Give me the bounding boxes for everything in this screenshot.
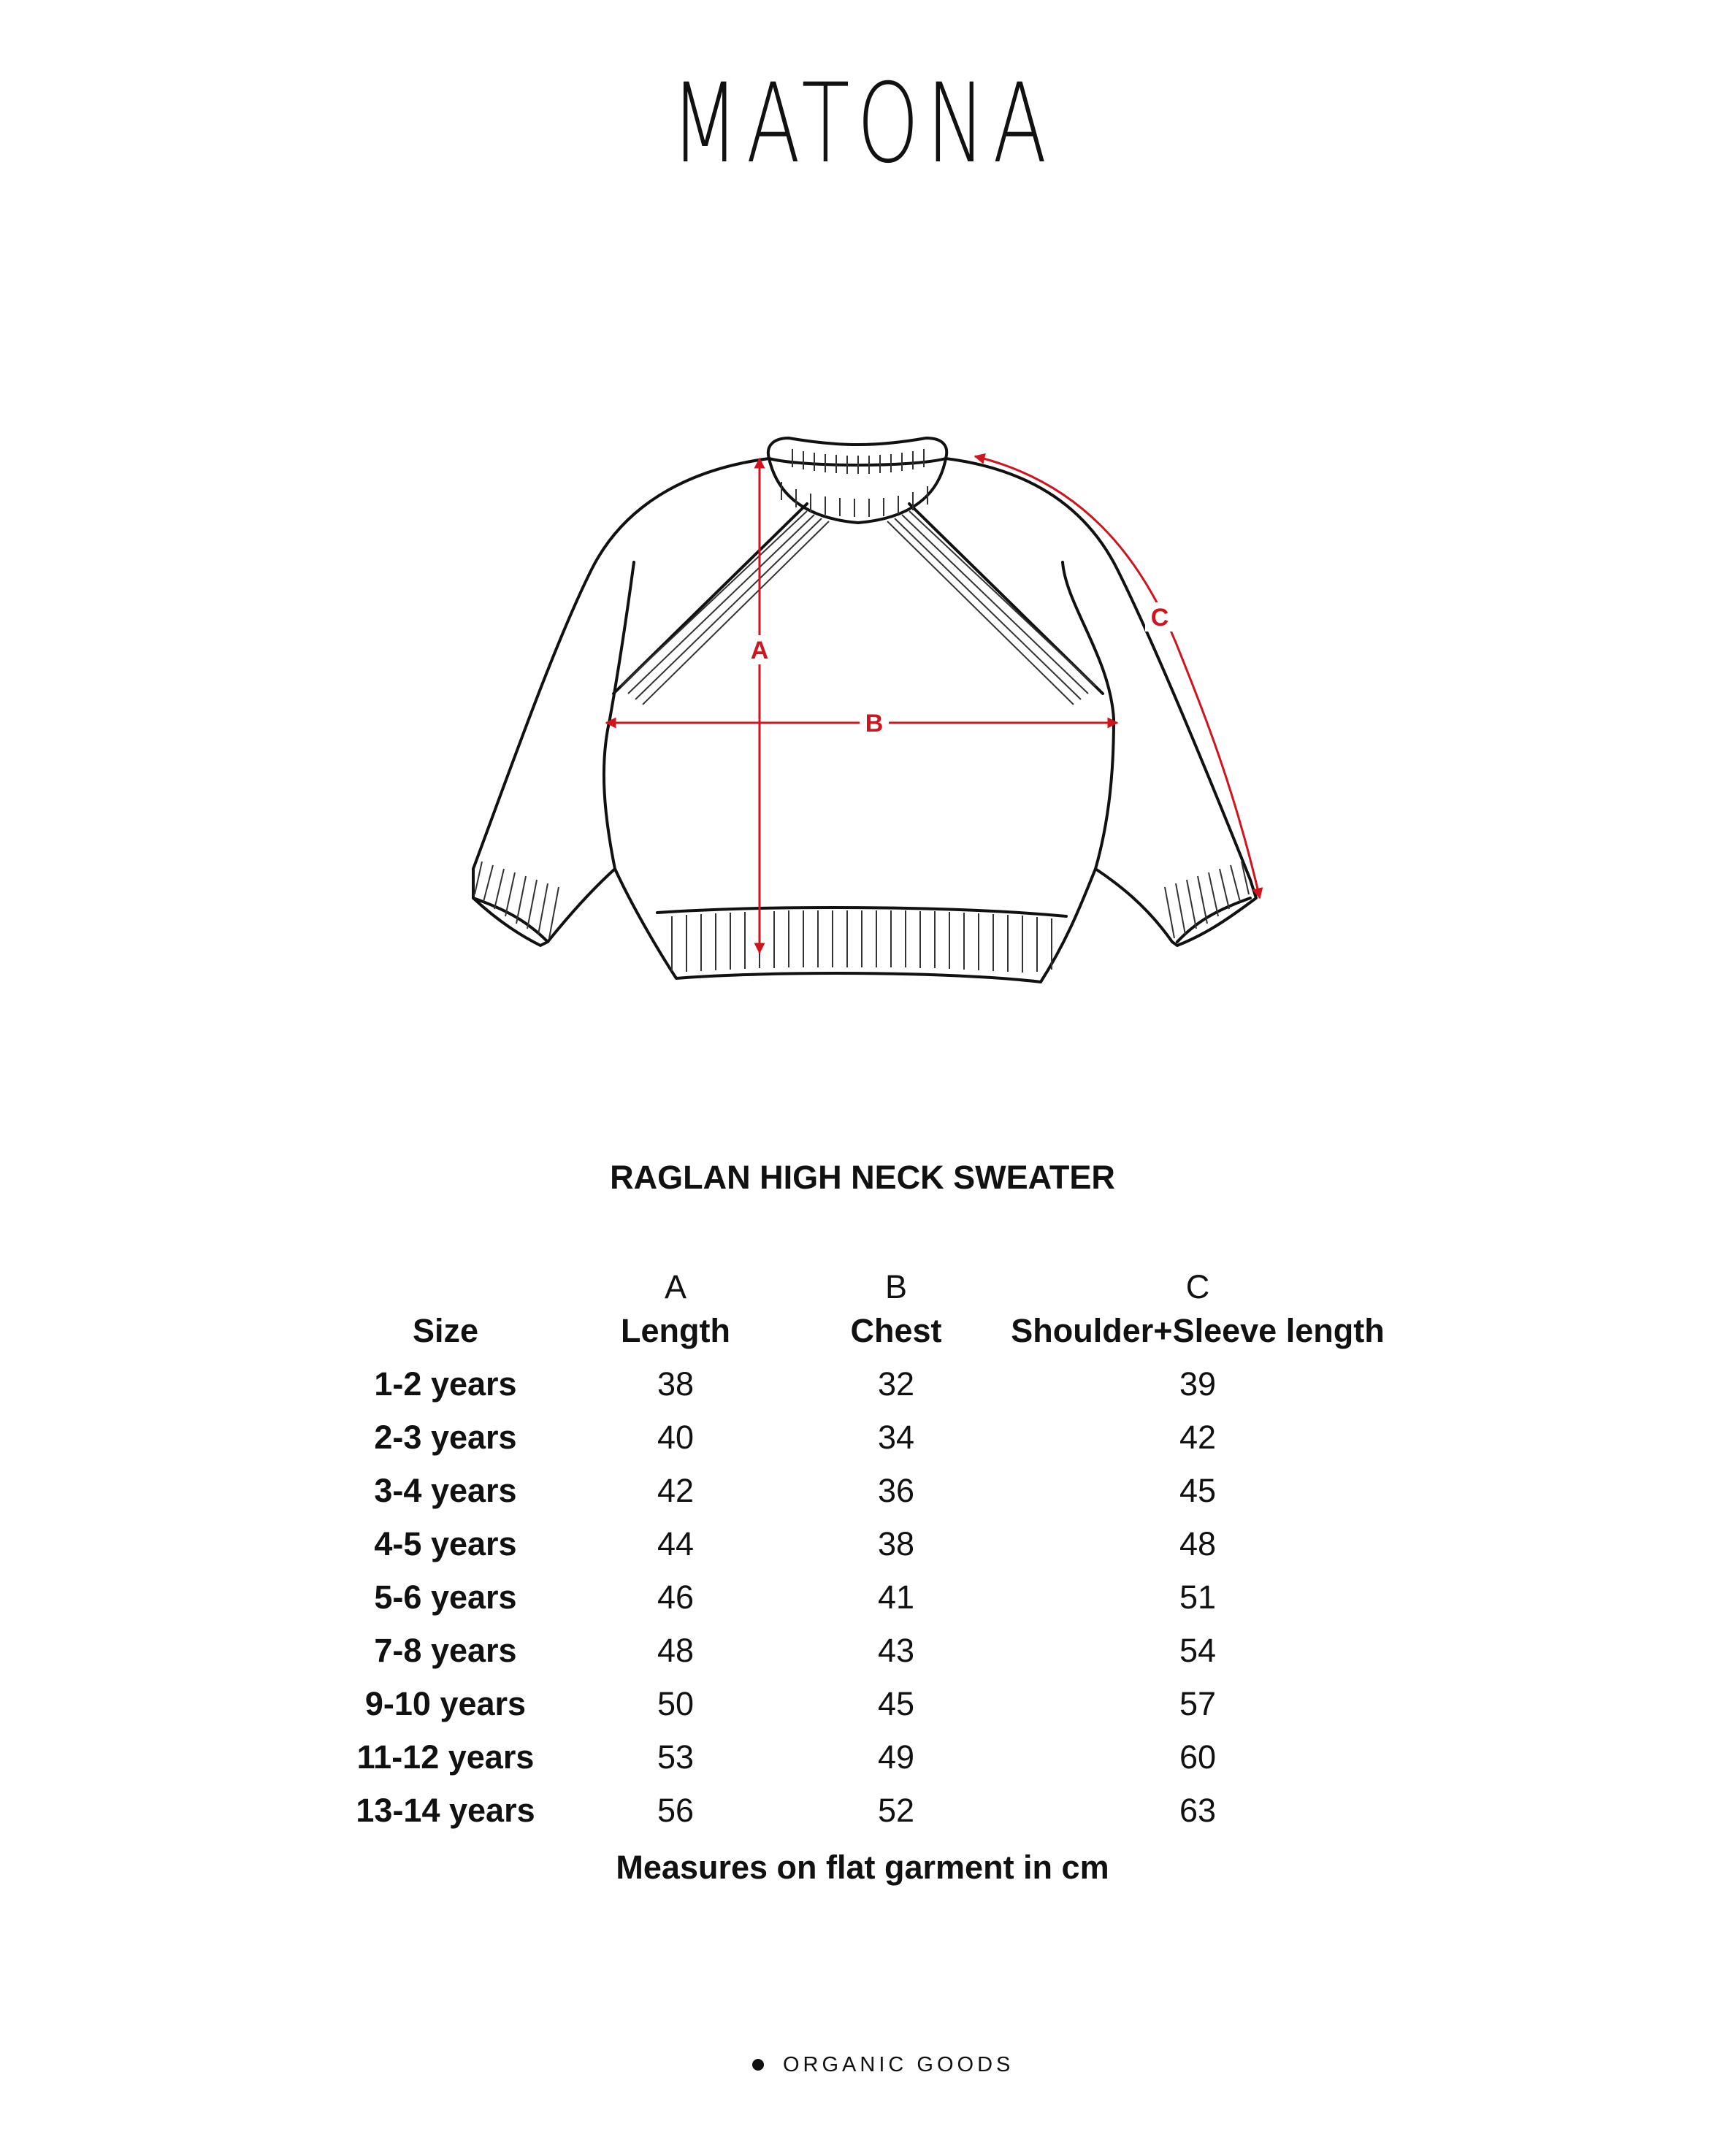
measurement-footnote: Measures on flat garment in cm (616, 1849, 1109, 1886)
column-header-length: Length (621, 1312, 730, 1349)
column-header-shoulder-sleeve: Shoulder+Sleeve length (1011, 1312, 1385, 1349)
length-cell: 53 (657, 1738, 695, 1776)
length-cell: 38 (657, 1365, 695, 1403)
measure-b-label: B (865, 710, 884, 737)
chest-cell: 41 (877, 1578, 915, 1616)
neck-outline (768, 438, 946, 523)
column-header-chest: Chest (850, 1312, 942, 1349)
footer (752, 2052, 1014, 2078)
shoulder-sleeve-cell: 63 (1179, 1792, 1217, 1829)
shoulder-sleeve-cell: 45 (1179, 1472, 1217, 1509)
right-sleeve-outline (946, 459, 1256, 945)
chest-cell: 45 (877, 1685, 915, 1722)
shoulder-sleeve-cell: 54 (1179, 1632, 1217, 1669)
shoulder-sleeve-cell: 42 (1179, 1419, 1217, 1456)
measure-a-label: A (750, 637, 769, 664)
length-cell: 50 (657, 1685, 695, 1722)
size-cell: 9-10 years (364, 1685, 527, 1722)
length-cell: 56 (657, 1792, 695, 1829)
size-cell: 5-6 years (374, 1578, 517, 1616)
shoulder-sleeve-cell: 48 (1179, 1525, 1217, 1562)
product-title: RAGLAN HIGH NECK SWEATER (610, 1159, 1115, 1196)
left-sleeve-outline (473, 459, 769, 945)
brand-logo: MATONA (670, 61, 1055, 188)
length-cell: 42 (657, 1472, 695, 1509)
length-cell: 46 (657, 1578, 695, 1616)
size-cell: 4-5 years (374, 1525, 517, 1562)
column-letter-b: B (884, 1268, 907, 1305)
measurement-lines (606, 456, 1260, 953)
shoulder-sleeve-cell: 60 (1179, 1738, 1217, 1776)
size-cell: 3-4 years (374, 1472, 517, 1509)
bullet-dot-icon (752, 2059, 764, 2071)
column-header-size: Size (412, 1312, 479, 1349)
footer-text: ORGANIC GOODS (783, 2052, 1014, 2076)
size-cell: 13-14 years (356, 1792, 535, 1829)
sweater-measurement-diagram (0, 0, 1725, 1059)
length-cell: 40 (657, 1419, 695, 1456)
size-cell: 7-8 years (374, 1632, 517, 1669)
measure-c-line (975, 456, 1260, 898)
measure-c-label: C (1150, 604, 1169, 632)
shoulder-sleeve-cell: 57 (1179, 1685, 1217, 1722)
length-cell: 44 (657, 1525, 695, 1562)
column-letter-a: A (664, 1268, 686, 1305)
chest-cell: 34 (877, 1419, 915, 1456)
length-cell: 48 (657, 1632, 695, 1669)
size-cell: 1-2 years (374, 1365, 517, 1403)
chest-cell: 52 (877, 1792, 915, 1829)
chest-cell: 36 (877, 1472, 915, 1509)
shoulder-sleeve-cell: 39 (1179, 1365, 1217, 1403)
shoulder-sleeve-cell: 51 (1179, 1578, 1217, 1616)
chest-cell: 38 (877, 1525, 915, 1562)
chest-cell: 43 (877, 1632, 915, 1669)
chest-cell: 49 (877, 1738, 915, 1776)
column-letter-c: C (1185, 1268, 1210, 1305)
chest-cell: 32 (877, 1365, 915, 1403)
size-cell: 11-12 years (356, 1738, 535, 1776)
size-cell: 2-3 years (374, 1419, 517, 1456)
